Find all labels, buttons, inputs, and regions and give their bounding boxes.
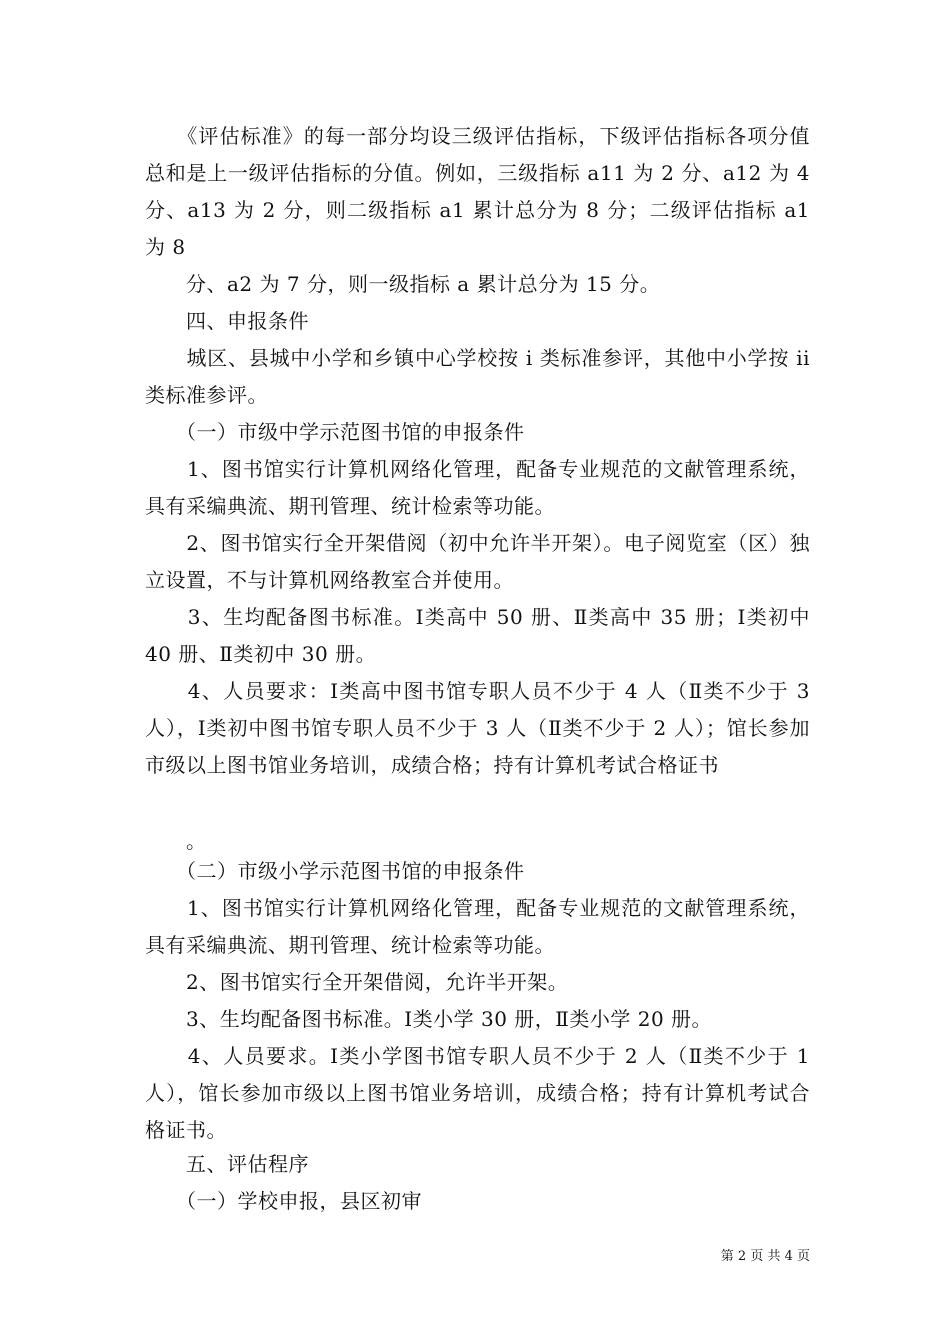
paragraph-middle-condition-3: 3、生均配备图书标准。Ⅰ类高中 50 册、Ⅱ类高中 35 册；Ⅰ类初中 40 册、Ⅱ类初中 30 册。 — [145, 605, 810, 666]
page-number-footer: 第 2 页 共 4 页 — [720, 1249, 810, 1264]
heading-middle-school-conditions: （一）市级中学示范图书馆的申报条件 — [145, 420, 525, 444]
heading-primary-school-conditions: （二）市级小学示范图书馆的申报条件 — [145, 859, 525, 883]
paragraph-middle-condition-1: 1、图书馆实行计算机网络化管理，配备专业规范的文献管理系统，具有采编典流、期刊管理、统计检索等功能。 — [145, 457, 810, 518]
paragraph-primary-condition-1: 1、图书馆实行计算机网络化管理，配备专业规范的文献管理系统，具有采编典流、期刊管理、统计检索等功能。 — [145, 896, 810, 957]
paragraph-middle-condition-2: 2、图书馆实行全开架借阅（初中允许半开架）。电子阅览室（区）独立设置，不与计算机网络教室合并使用。 — [145, 531, 810, 592]
paragraph-stray-period: 。 — [145, 829, 207, 853]
paragraph-primary-condition-2: 2、图书馆实行全开架借阅，允许半开架。 — [145, 970, 569, 994]
paragraph-primary-condition-4: 4、人员要求。Ⅰ类小学图书馆专职人员不少于 2 人（Ⅱ类不少于 1 人），馆长参加市级以上图书馆业务培训，成绩合格；持有计算机考试合格证书。 — [145, 1044, 810, 1142]
paragraph-middle-condition-4: 4、人员要求：Ⅰ类高中图书馆专职人员不少于 4 人（Ⅱ类不少于 3 人），Ⅰ类初中图书馆专职人员不少于 3 人（Ⅱ类不少于 2 人）；馆长参加市级以上图书馆业务培训，成绩合格；持有计算机考试合格证书 — [145, 679, 810, 777]
heading-school-application: （一）学校申报，县区初审 — [145, 1189, 422, 1213]
paragraph-application-category: 城区、县城中小学和乡镇中心学校按 i 类标准参评，其他中小学按 ii 类标准参评。 — [145, 346, 810, 407]
paragraph-evaluation-standard: 《评估标准》的每一部分均设三级评估指标，下级评估指标各项分值总和是上一级评估指标的分值。例如，三级指标 a11 为 2 分、a12 为 4 分、a13 为 2 分，则二级指标 a1 累计总分为 8 分；二级评估指标 a1 为 8 — [145, 124, 810, 259]
paragraph-primary-condition-3: 3、生均配备图书标准。Ⅰ类小学 30 册，Ⅱ类小学 20 册。 — [145, 1007, 713, 1031]
paragraph-score-example-continued: 分、a2 为 7 分，则一级指标 a 累计总分为 15 分。 — [145, 272, 661, 296]
heading-section-four: 四、申报条件 — [145, 309, 309, 333]
heading-section-five: 五、评估程序 — [145, 1152, 309, 1176]
